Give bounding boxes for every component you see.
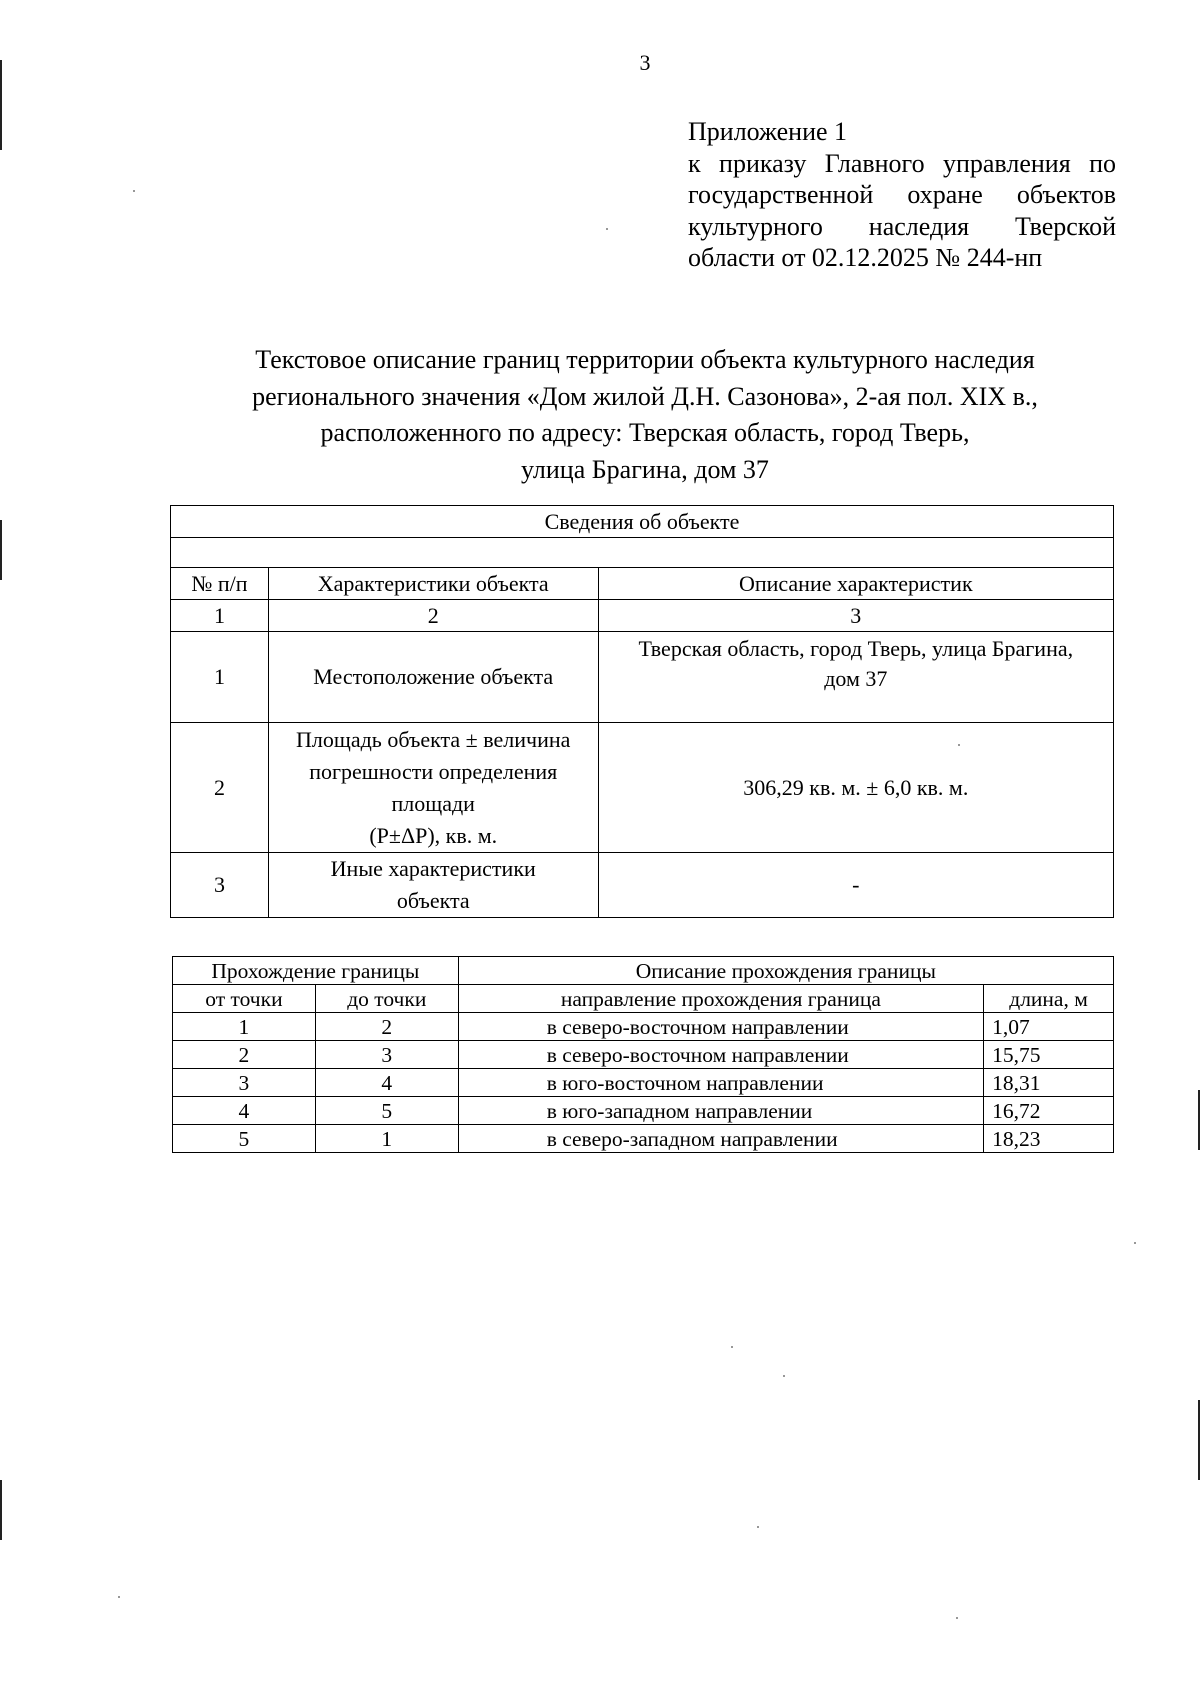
subheader-direction: направление прохождения граница <box>458 985 983 1013</box>
title-line: Текстовое описание границ территории объекта культурного наследия <box>255 345 1035 374</box>
cell-to: 1 <box>315 1125 458 1153</box>
row-description <box>598 853 1113 918</box>
cell-to: 4 <box>315 1069 458 1097</box>
cell-line: Иные характеристики <box>330 856 536 881</box>
cell-direction: в юго-восточном направлении <box>458 1069 983 1097</box>
table-row <box>173 1097 1114 1125</box>
cell-from: 5 <box>173 1125 316 1153</box>
cell-line: Площадь объекта ± величина <box>296 726 571 752</box>
scan-edge-mark <box>0 60 2 150</box>
cell-to: 2 <box>315 1013 458 1041</box>
header-passage: Прохождение границы <box>173 957 459 985</box>
row-characteristic <box>268 723 598 853</box>
scan-speck <box>731 1346 733 1348</box>
cell-to: 3 <box>315 1041 458 1069</box>
scan-edge-mark <box>0 520 2 580</box>
cell-line: Местоположение объекта <box>313 664 554 689</box>
table-row <box>173 1013 1114 1041</box>
row-description <box>598 632 1113 723</box>
object-info-caption: Сведения об объекте <box>171 506 1114 538</box>
title-line: регионального значения «Дом жилой Д.Н. Сазонова», 2-ая пол. XIX в., <box>252 381 1038 411</box>
scan-speck <box>118 1596 120 1598</box>
empty-row <box>171 538 1114 568</box>
scan-speck <box>783 1375 785 1377</box>
header-num: № п/п <box>171 568 269 600</box>
scan-speck <box>1134 1242 1136 1244</box>
row-num: 3 <box>171 853 269 918</box>
col-number: 3 <box>598 600 1113 632</box>
cell-direction: в юго-западном направлении <box>458 1097 983 1125</box>
row-characteristic <box>268 632 598 723</box>
table-row <box>171 632 1114 723</box>
cell-length: 1,07 <box>984 1013 1114 1041</box>
table-row <box>173 1041 1114 1069</box>
scan-edge-mark <box>0 1480 2 1540</box>
object-info-table <box>170 505 1114 918</box>
row-characteristic <box>268 853 598 918</box>
cell-length: 15,75 <box>984 1041 1114 1069</box>
cell-length: 16,72 <box>984 1097 1114 1125</box>
row-num: 2 <box>171 723 269 853</box>
cell-line: (Р±ΔР), кв. м. <box>369 822 498 848</box>
scan-speck <box>757 1526 759 1528</box>
header-characteristic: Характеристики объекта <box>268 568 598 600</box>
cell-from: 4 <box>173 1097 316 1125</box>
cell-length: 18,31 <box>984 1069 1114 1097</box>
cell-line: дом 37 <box>824 666 888 691</box>
table-row <box>173 1069 1114 1097</box>
cell-direction: в северо-западном направлении <box>458 1125 983 1153</box>
scan-speck <box>133 190 135 192</box>
header-description: Описание характеристик <box>598 568 1113 600</box>
cell-length: 18,23 <box>984 1125 1114 1153</box>
title-line: расположенного по адресу: Тверская область, город Тверь, <box>320 418 970 447</box>
cell-to: 5 <box>315 1097 458 1125</box>
appendix-line: государственной охране объектов <box>688 180 1116 209</box>
table-row <box>171 853 1114 918</box>
cell-from: 3 <box>173 1069 316 1097</box>
title-line: улица Брагина, дом 37 <box>521 454 769 484</box>
appendix-block <box>688 116 1116 274</box>
cell-line: - <box>852 872 860 897</box>
cell-line: объекта <box>396 888 470 913</box>
appendix-line: области от 02.12.2025 № 244-нп <box>688 243 1043 272</box>
scan-speck <box>606 228 608 230</box>
cell-line: площади <box>391 790 475 816</box>
row-num: 1 <box>171 632 269 723</box>
col-number: 2 <box>268 600 598 632</box>
table-row <box>171 723 1114 853</box>
cell-from: 2 <box>173 1041 316 1069</box>
cell-line: Тверская область, город Тверь, улица Брагина, <box>638 636 1074 661</box>
appendix-line: к приказу Главного управления по <box>688 148 1116 178</box>
page-number: 3 <box>639 50 651 75</box>
header-description: Описание прохождения границы <box>458 957 1113 985</box>
boundary-table <box>172 956 1114 1153</box>
cell-line: 306,29 кв. м. ± 6,0 кв. м. <box>743 774 969 800</box>
col-number: 1 <box>171 600 269 632</box>
cell-direction: в северо-восточном направлении <box>458 1013 983 1041</box>
subheader-length: длина, м <box>984 985 1114 1013</box>
subheader-from: от точки <box>173 985 316 1013</box>
row-description <box>598 723 1113 853</box>
subheader-to: до точки <box>315 985 458 1013</box>
cell-line: погрешности определения <box>309 758 558 784</box>
table-row <box>173 1125 1114 1153</box>
appendix-title: Приложение 1 <box>688 117 848 146</box>
document-title <box>150 342 1140 488</box>
scan-speck <box>958 744 960 746</box>
cell-direction: в северо-восточном направлении <box>458 1041 983 1069</box>
scan-speck <box>956 1617 958 1619</box>
appendix-line: культурного наследия Тверской <box>688 211 1116 241</box>
cell-from: 1 <box>173 1013 316 1041</box>
